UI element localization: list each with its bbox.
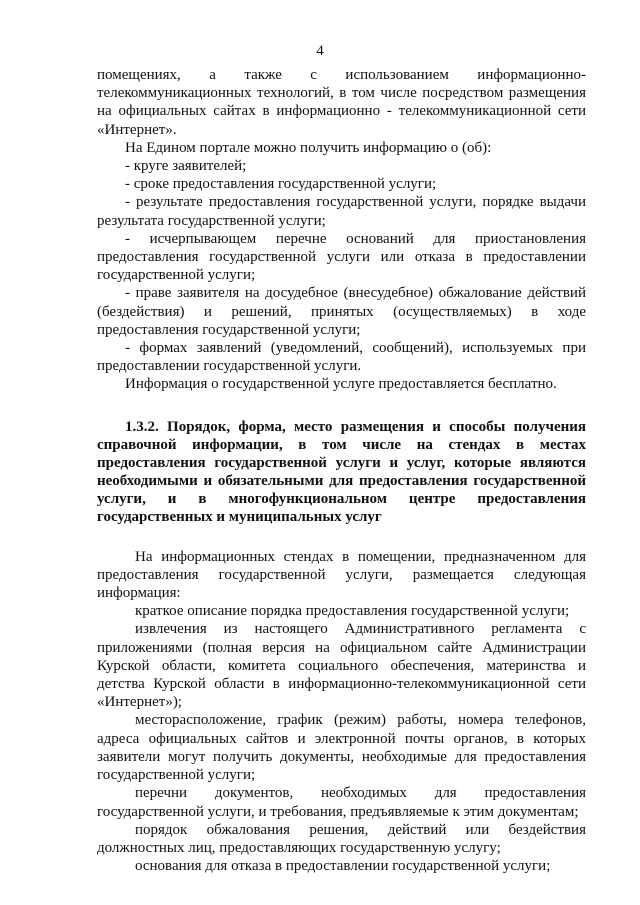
list-item: перечни документов, необходимых для предоставления государственной услуги, и требования, предъявляемые к этим документам; <box>97 785 586 820</box>
paragraph: На Едином портале можно получить информацию о (об): <box>125 139 492 156</box>
list-item: - сроке предоставления государственной услуги; <box>125 176 437 193</box>
list-item: основания для отказа в предоставлении государственной услуги; <box>135 858 551 875</box>
list-item: - формах заявлений (уведомлений, сообщений), используемых при предоставлении государственной услуги. <box>97 340 586 375</box>
list-item: - праве заявителя на досудебное (внесудебное) обжалование действий (бездействия) и решений, принятых (осуществляемых) в ходе предоставления государственной услуги; <box>97 285 586 338</box>
paragraph: На информационных стендах в помещении, предназначенном для предоставления государственной услуги, размещается следующая информация: <box>97 548 586 602</box>
paragraph: помещениях, а также с использованием информационно-телекоммуникационных технологий, в том числе посредством размещения на официальных сайтах в информационно - телекоммуникационной сети «Интернет». <box>97 67 586 138</box>
list-item: извлечения из настоящего Административного регламента с приложениями (полная версия на официальном сайте Администрации Курской области, комитета социального обеспечения, материнства и детства Курской области в информационно-телекоммуникационной сети «Интернет»); <box>97 621 586 711</box>
list-item: - результате предоставления государственной услуги, порядке выдачи результата государственной услуги; <box>97 194 586 229</box>
list-item: - исчерпывающем перечне оснований для приостановления предоставления государственной услуги или отказа в предоставлении государственной услуги; <box>97 230 586 284</box>
paragraph: Информация о государственной услуге предоставляется бесплатно. <box>125 376 557 393</box>
list-item: порядок обжалования решения, действий или бездействия должностных лиц, предоставляющих государственную услугу; <box>97 821 586 856</box>
section-heading: 1.3.2. Порядок, форма, место размещения и способы получения справочной информации, в том числе на стендах в местах предоставления государственной услуги и услуг, которые являются необходимыми и обязательными для предоставления государственной услуги, и в многофункциональном центре предоставления государственных и муниципальных услуг <box>97 418 586 525</box>
page-number: 4 <box>316 43 324 59</box>
document-body <box>97 66 586 875</box>
list-item: месторасположение, график (режим) работы, номера телефонов, адреса официальных сайтов и электронной почты органов, в которых заявители могут получить документы, необходимые для предоставления государственной услуги; <box>97 712 586 784</box>
list-item: краткое описание порядка предоставления государственной услуги; <box>135 603 570 620</box>
list-item: - круге заявителей; <box>125 158 247 175</box>
